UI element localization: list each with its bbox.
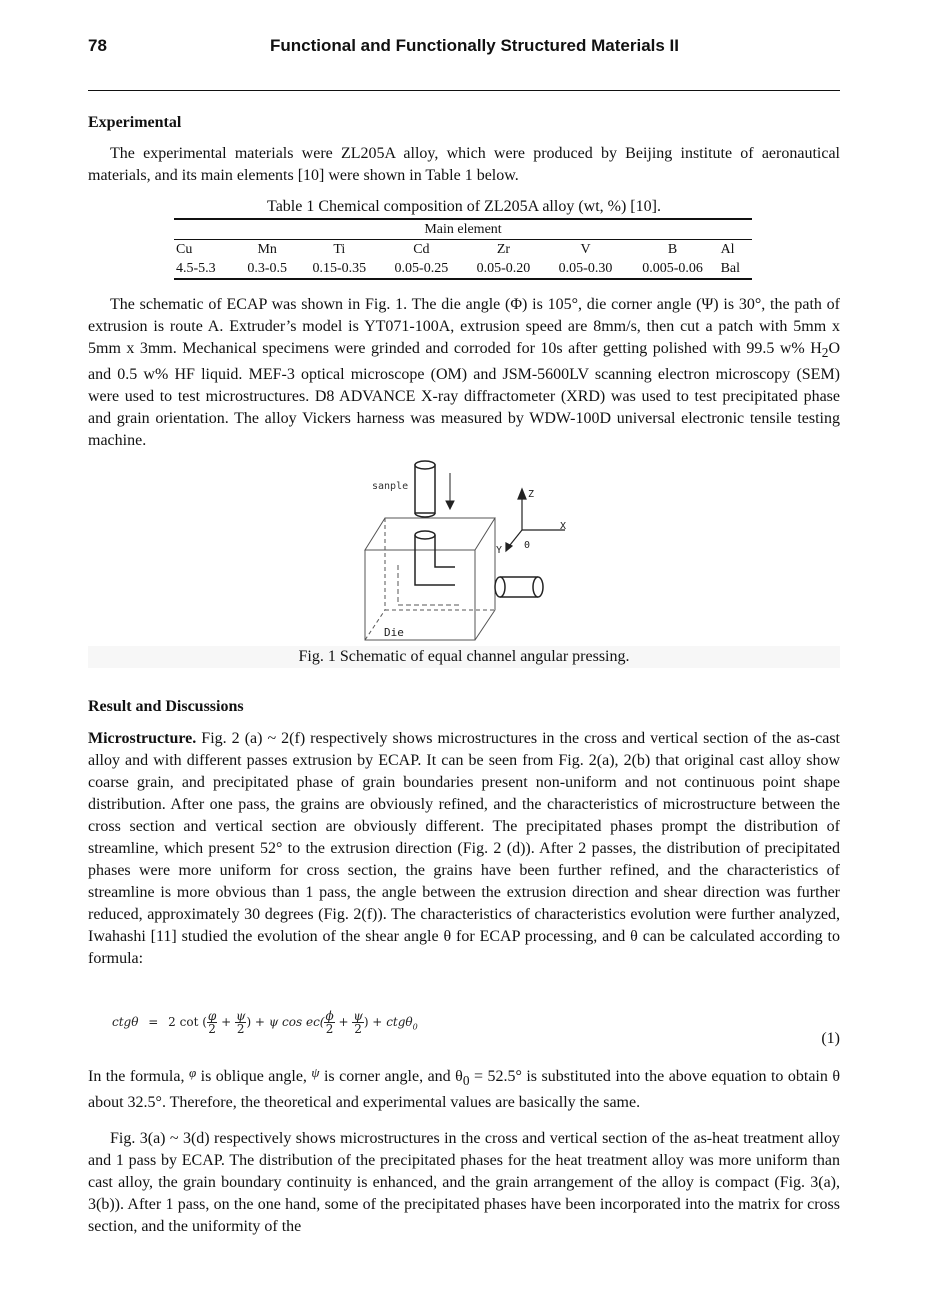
table-caption: Table 1 Chemical composition of ZL205A alloy (wt, %) [10].: [267, 198, 661, 215]
formula-ctg0: ctgθ: [386, 1015, 413, 1029]
section-heading-experimental: Experimental: [88, 114, 182, 131]
paragraph-microstructure-text: Fig. 2 (a) ~ 2(f) respectively shows microstructures in the cross and vertical section of the as-cast alloy and with different passes extrusion by ECAP. It can be seen from Fig. 2(a), 2(b) that original cast alloy show coarse grain, and precipitated phase of grain boundaries present non-uniform and not continuous point shape distribution. After one pass, the grains are obviously refined, and the characteristics of microstructure between the cross section and vertical section are obviously different. The precipitated phases prompt the distribution of streamline, which present 52° to the extrusion direction (Fig. 2 (d)). After 2 passes, the distribution of precipitated phases were more uniform for cross section, the grains have been further refined, and the characteristics of streamline is more obvious than 1 pass, the angle between the extrusion direction and shear direction was further reduced, approximately 30 degrees (Fig. 2(f)). The characteristics of characteristics evolution were further analyzed, Iwahashi [11] studied the evolution of the shear angle θ for ECAP processing, and θ can be calculated according to formula:: [88, 730, 840, 967]
paragraph-lead: Microstructure.: [88, 730, 197, 747]
table-col-header: Zr: [462, 240, 544, 260]
frac-den: 2: [208, 1022, 216, 1036]
label-x: X: [560, 521, 567, 532]
composition-table: [174, 218, 752, 280]
formula-fraction-phi: [207, 1010, 217, 1035]
table-cell: 0.05-0.30: [544, 259, 626, 279]
table-cell: 4.5-5.3: [174, 259, 236, 279]
paragraph-materials-text: The experimental materials were ZL205A alloy, which were produced by Beijing institute of aeronautical materials, and its main elements [10] were shown in Table 1 below.: [88, 145, 840, 184]
table-col-header: Ti: [298, 240, 380, 260]
table-group-header: Main element: [174, 219, 752, 240]
label-z: Z: [528, 489, 535, 500]
table-col-header: B: [627, 240, 719, 260]
subscript-2: 2: [821, 345, 829, 361]
running-title: Functional and Functionally Structured Materials II: [270, 36, 679, 55]
label-die: Die: [384, 626, 404, 639]
paragraph-fig3-text: Fig. 3(a) ~ 3(d) respectively shows microstructures in the cross and vertical section of the as-heat treatment alloy and 1 pass by ECAP. The distribution of the precipitated phases for the heat treatment alloy was more uniform than cast alloy, the grain boundary continuity is enhanced, and the grain arrangement of the alloy is compact (Fig. 3(a), 3(b)). After 1 pass, on the one hand, some of the precipitated phases have been incorporated into the matrix for cross section, and the uniformity of the: [88, 1130, 840, 1235]
press-arrow: [446, 473, 454, 509]
formula-1: [112, 1010, 840, 1050]
table-cell: 0.3-0.5: [236, 259, 298, 279]
paragraph-method-text-a: The schematic of ECAP was shown in Fig. 1. The die angle (Φ) is 105°, die corner angle (Ψ) is 30°, the path of extrusion is route A. Extruder’s model is YT071-100A, extrusion speed are 8mm/s, then cut a patch with 5mm x 5mm x 3mm. Mechanical specimens were grinded and corroded for 10s after getting polished with 99.5 w% H: [88, 296, 840, 357]
figure-caption: Fig. 1 Schematic of equal channel angular pressing.: [88, 646, 840, 668]
frac-num: ϕ: [325, 1009, 334, 1023]
text-run: is corner angle, and θ: [319, 1068, 463, 1085]
formula-close2: ) +: [363, 1015, 383, 1029]
table-cell: 0.005-0.06: [627, 259, 719, 279]
extruded-cylinder: [495, 577, 543, 597]
formula-sub0: 0: [412, 1022, 418, 1032]
paragraph-microstructure: [88, 728, 840, 970]
paragraph-method-text-b: O and 0.5 w% HF liquid. MEF-3 optical microscope (OM) and JSM-5600LV scanning electron microscopy (SEM) were used to test microstructures. D8 ADVANCE X-ray diffractometer (XRD) was used to test precipitated phase and grain orientation. The alloy Vickers harness was measured by WDW-100D universal electronic tensile testing machine.: [88, 340, 840, 450]
table-col-header: Cd: [380, 240, 462, 260]
frac-num: ψ: [236, 1009, 246, 1023]
table-cell: Bal: [719, 259, 752, 279]
paragraph-fig3: [88, 1128, 840, 1238]
frac-num: ψ: [353, 1009, 363, 1023]
formula-lhs: ctgθ: [112, 1015, 139, 1029]
frac-den: 2: [236, 1022, 245, 1036]
equation-number: (1): [821, 1030, 840, 1047]
label-sample: sanple: [372, 481, 409, 492]
paragraph-formula-explanation: [88, 1062, 840, 1114]
formula-equals: =: [148, 1015, 159, 1029]
label-y: Y: [496, 545, 503, 556]
text-run: In the formula,: [88, 1068, 189, 1085]
channel-l-shape: [398, 531, 460, 605]
header-rule: [88, 90, 840, 91]
table-cell: 0.05-0.25: [380, 259, 462, 279]
subscript-0: 0: [462, 1073, 470, 1089]
paragraph-materials: [88, 143, 840, 187]
table-cell: 0.05-0.20: [462, 259, 544, 279]
table-cell: 0.15-0.35: [298, 259, 380, 279]
frac-den: 2: [325, 1022, 334, 1036]
table-row: [174, 259, 752, 279]
formula-fraction-psi: [235, 1010, 246, 1035]
formula-close: ) +: [246, 1015, 265, 1029]
axis-triad: [506, 489, 565, 551]
die-box: [365, 518, 495, 640]
sample-cylinder: [415, 461, 435, 517]
page-number: 78: [88, 36, 107, 55]
table-col-header: V: [544, 240, 626, 260]
table-col-header: Al: [719, 240, 752, 260]
label-origin: 0: [524, 540, 531, 551]
formula-cosec: ψ cos ec(: [268, 1015, 325, 1029]
formula-fraction-psi2: [352, 1010, 363, 1035]
formula-cot: 2 cot (: [168, 1015, 207, 1029]
symbol-psi: ψ: [311, 1065, 320, 1080]
table-col-header: Cu: [174, 240, 236, 260]
ecap-schematic: [360, 455, 580, 645]
formula-plus: +: [338, 1015, 349, 1029]
table-col-header: Mn: [236, 240, 298, 260]
formula-plus: +: [221, 1015, 232, 1029]
text-run: is oblique angle,: [196, 1068, 312, 1085]
formula-fraction-phi2: [324, 1010, 334, 1035]
symbol-phi: φ: [188, 1065, 197, 1080]
paragraph-method: [88, 294, 840, 452]
frac-num: φ: [207, 1009, 217, 1023]
table-header-row: [174, 240, 752, 260]
frac-den: 2: [354, 1022, 362, 1036]
text-run: = 52.5° is substituted into the above equation to obtain θ about 32.5°. Therefore, the theoretical and experimental values are basically the same.: [88, 1068, 841, 1112]
section-heading-results: Result and Discussions: [88, 698, 244, 715]
